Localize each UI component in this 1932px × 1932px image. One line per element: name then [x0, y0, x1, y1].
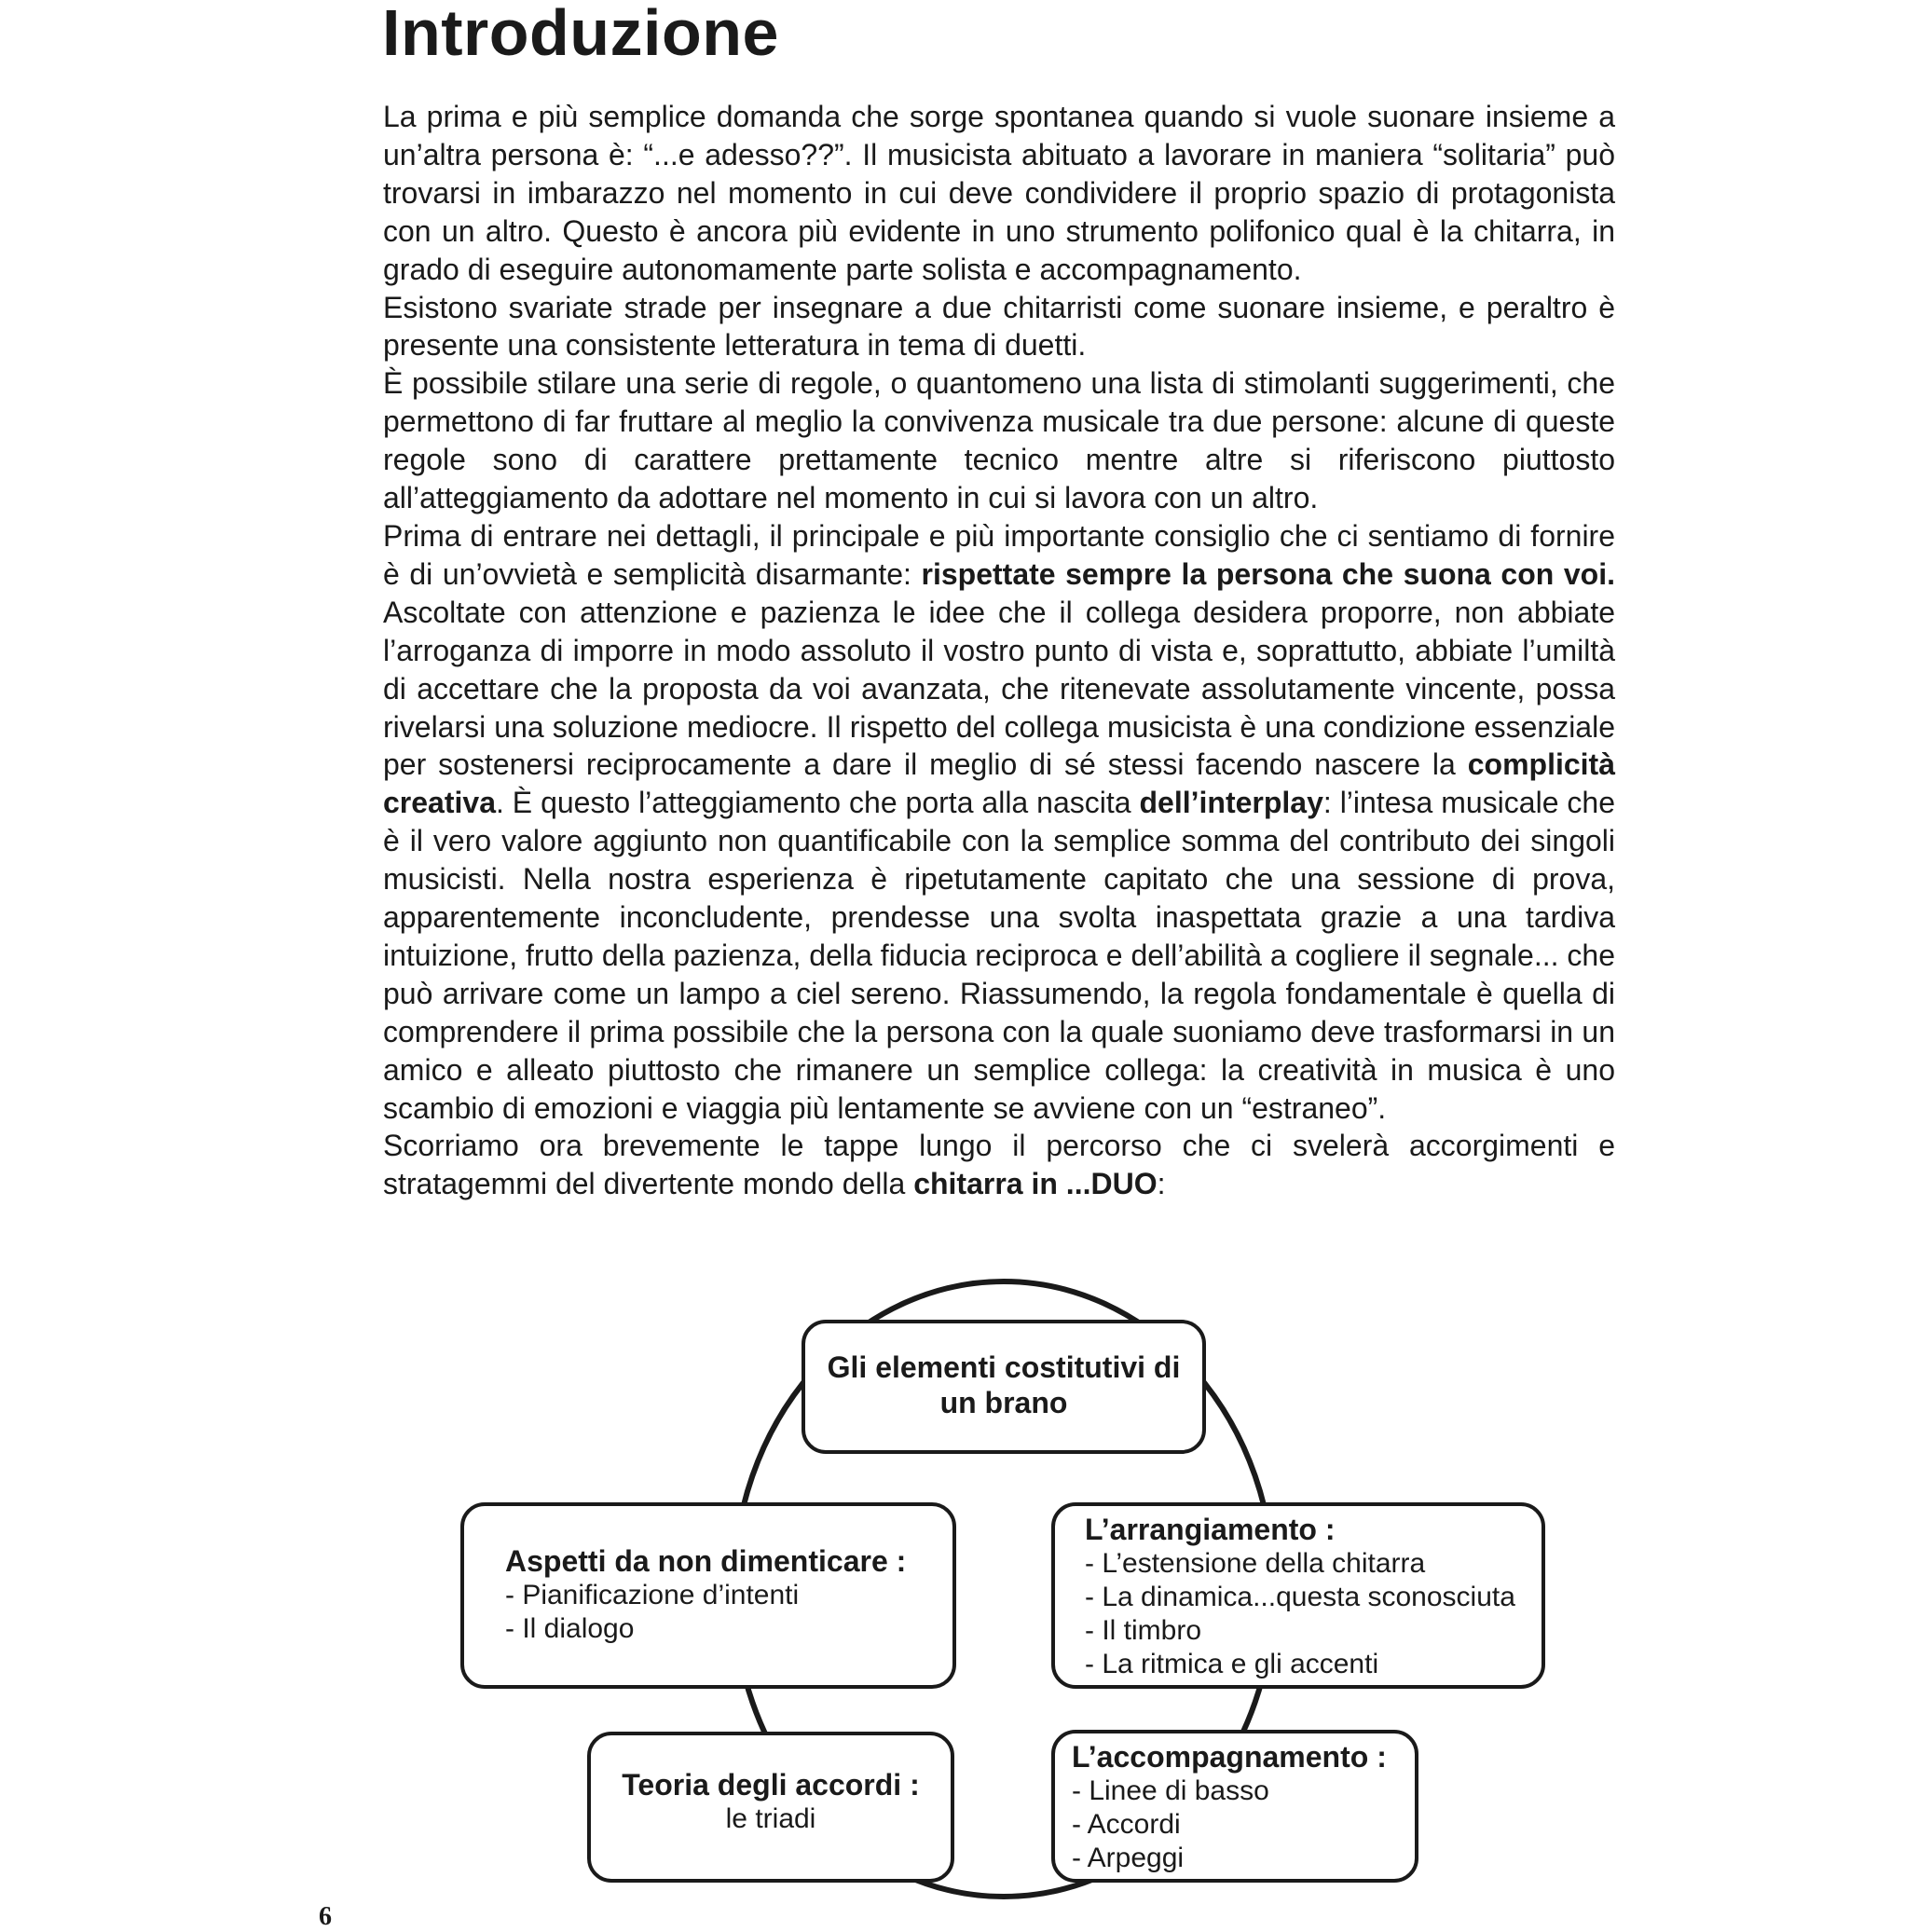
list-item: - L’estensione della chitarra	[1085, 1548, 1426, 1579]
text-run: :	[1157, 1167, 1166, 1201]
box-aspetti	[460, 1502, 956, 1689]
bold-text: complicità creativa	[383, 747, 1615, 820]
box-elementi-costitutivi	[802, 1320, 1206, 1454]
bold-text: rispettate sempre la persona che suona con voi.	[921, 556, 1616, 591]
box-teoria-accordi	[587, 1732, 954, 1883]
text-run: Prima di entrare nei dettagli, il principale e più importante consiglio che ci sentiamo di fornire è di un’ovvietà e semplicità disarmante:	[383, 518, 1615, 591]
box-arrangiamento	[1051, 1502, 1545, 1689]
list-item: - Pianificazione d’intenti	[505, 1580, 800, 1610]
box-aspetti-title: Aspetti da non dimenticare :	[505, 1544, 907, 1578]
box-teoria-accordi-title: Teoria degli accordi :	[622, 1768, 920, 1802]
list-item: - Linee di basso	[1072, 1775, 1269, 1806]
text-run: Scorriamo ora brevemente le tappe lungo il percorso che ci svelerà accorgimenti e stratagemmi del divertente mondo della	[383, 1129, 1615, 1201]
list-item: - La dinamica...questa sconosciuta	[1085, 1582, 1515, 1612]
list-item: - Il dialogo	[505, 1613, 635, 1644]
page-number: 6	[319, 1902, 332, 1931]
text-run: Esistono svariate strade per insegnare a due chitarristi come suonare insieme, e peraltro è presente una consistente letteratura in tema di duetti.	[383, 290, 1615, 363]
box-teoria-accordi-subtitle: le triadi	[725, 1803, 816, 1834]
text-run: . È questo l’atteggiamento che porta alla nascita	[495, 786, 1140, 820]
list-item: - Arpeggi	[1072, 1843, 1185, 1873]
list-item: - Il timbro	[1085, 1615, 1202, 1646]
box-arrangiamento-title: L’arrangiamento :	[1085, 1513, 1336, 1546]
box-arrangiamento-list	[1085, 1547, 1541, 1681]
page-title: Introduzione	[382, 0, 779, 69]
text-run: È possibile stilare una serie di regole, o quantomeno una lista di stimolanti suggerimenti, che permettono di far fruttare al meglio la convivenza musicale tra due persone: alcune di queste regole sono di carattere prettamente tecnico mentre altre si riferiscono piuttosto all’atteggiamento da adottare nel momento in cui si lavora con un altro.	[383, 366, 1615, 515]
box-aspetti-list	[505, 1579, 952, 1646]
text-run: : l’intesa musicale che è il vero valore aggiunto non quantificabile con la semplice somma del contributo dei singoli musicisti. Nella nostra esperienza è ripetutamente capitato che una sessione di prova, apparentemente inconcludente, prendesse una svolta inaspettata grazie a una tardiva intuizione, frutto della pazienza, della fiducia reciproca e dell’abilità a cogliere il segnale... che può arrivare come un lampo a ciel sereno. Riassumendo, la regola fondamentale è quella di comprendere il prima possibile che la persona con la quale suoniamo deve trasformarsi in un amico e alleato piuttosto che rimanere un semplice collega: la creatività in musica è uno scambio di emozioni e viaggia più lentamente se avviene con un “estraneo”.	[383, 786, 1616, 1125]
bold-text: dell’interplay	[1139, 786, 1323, 820]
list-item: - Accordi	[1072, 1809, 1181, 1840]
list-item: - La ritmica e gli accenti	[1085, 1649, 1379, 1679]
bold-text: chitarra in ...DUO	[913, 1167, 1158, 1201]
text-run: Ascoltate con attenzione e pazienza le idee che il collega desidera proporre, non abbiate l’arroganza di imporre in modo assoluto il vostro punto di vista e, soprattutto, abbiate l’umiltà di accettare che la proposta da voi avanzata, che ritenevate assolutamente vincente, possa rivelarsi una soluzione mediocre. Il rispetto del collega musicista è una condizione essenziale per sostenersi reciprocamente a dare il meglio di sé stessi facendo nascere la	[383, 595, 1615, 782]
box-accompagnamento-list	[1072, 1774, 1415, 1875]
box-accompagnamento-title: L’accompagnamento :	[1072, 1740, 1387, 1774]
box-elementi-costitutivi-title: Gli elementi costitutivi di un brano	[827, 1350, 1181, 1419]
text-run: La prima e più semplice domanda che sorge spontanea quando si vuole suonare insieme a un’altra persona è: “...e adesso??”. Il musicista abituato a lavorare in maniera “solitaria” può trovarsi in imbarazzo nel momento in cui deve condividere il proprio spazio di protagonista con un altro. Questo è ancora più evidente in uno strumento polifonico qual è la chitarra, in grado di eseguire autonomamente parte solista e accompagnamento.	[383, 100, 1615, 286]
box-accompagnamento	[1051, 1730, 1418, 1883]
